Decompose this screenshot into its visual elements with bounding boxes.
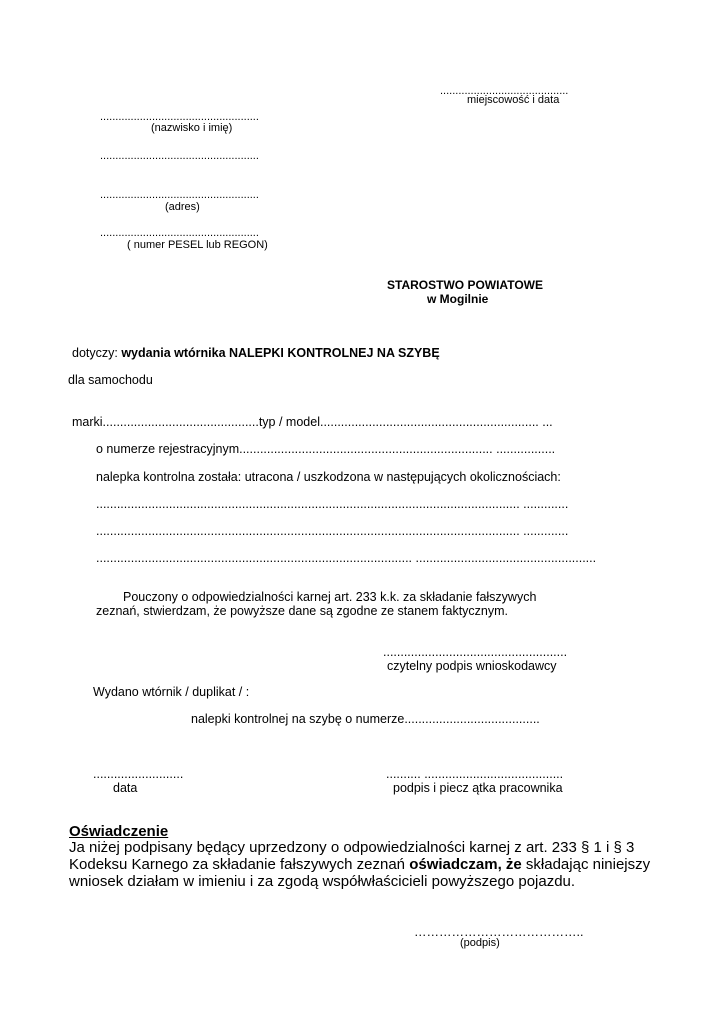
subject-prefix: dotyczy:	[72, 346, 122, 360]
official-date-label: data	[113, 781, 138, 795]
official-date-dots: ..........................	[93, 767, 184, 781]
declaration-title: Oświadczenie	[69, 823, 169, 840]
second-line-dots: ....................................................	[100, 150, 259, 162]
make-model-field: marki.............................................typ / model............................................................... ...	[72, 415, 553, 429]
applicant-signature-dots: .....................................................	[383, 645, 568, 659]
warning-line-1: Pouczony o odpowiedzialności karnej art. 233 k.k. za składanie fałszywych	[123, 590, 537, 604]
official-signature-dots: .......... ........................................	[386, 767, 564, 781]
subject-title: wydania wtórnika NALEPKI KONTROLNEJ NA SZYBĘ	[121, 346, 440, 360]
applicant-signature-label: czytelny podpis wnioskodawcy	[387, 659, 557, 673]
registration-field: o numerze rejestracyjnym......................................................................... .................	[96, 442, 556, 456]
final-signature-label: (podpis)	[460, 937, 500, 949]
declaration-line-3: wniosek działam w imieniu i za zgodą współwłaścicieli powyższego pojazdu.	[69, 873, 576, 890]
issued-label: Wydano wtórnik / duplikat / :	[93, 685, 250, 699]
for-car-label: dla samochodu	[68, 373, 153, 387]
circumstances-dots-3: ........................................................................................... ....................................................	[96, 551, 597, 565]
official-signature-label: podpis i piecz ątka pracownika	[393, 781, 563, 795]
sticker-number-field: nalepki kontrolnej na szybę o numerze.......................................	[191, 712, 540, 726]
warning-line-2: zeznań, stwierdzam, że powyższe dane są zgodne ze stanem faktycznym.	[96, 604, 508, 618]
circumstances-dots-2: .......................................................................................................................... .............	[96, 524, 569, 538]
declaration-line-1: Ja niżej podpisany będący uprzedzony o odpowiedzialności karnej z art. 233 § 1 i § 3	[69, 839, 635, 856]
circumstances-dots-1: .......................................................................................................................... .............	[96, 497, 569, 511]
name-dots: ....................................................	[100, 111, 259, 123]
pesel-label: ( numer PESEL lub REGON)	[127, 239, 268, 251]
pesel-dots: ....................................................	[100, 227, 259, 239]
name-label: (nazwisko i imię)	[151, 122, 233, 134]
declaration-line-2-start: Kodeksu Karnego za składanie fałszywych zeznań	[69, 856, 410, 873]
place-date-dots: ..........................................	[440, 85, 569, 97]
address-label: (adres)	[165, 201, 200, 213]
subject-line	[72, 347, 440, 360]
declaration-statement: oświadczam, że	[409, 856, 522, 873]
recipient-city: w Mogilnie	[427, 292, 489, 306]
sticker-status-text: nalepka kontrolna została: utracona / uszkodzona w następujących okolicznościach:	[96, 470, 561, 484]
address-dots: ....................................................	[100, 189, 259, 201]
place-date-label: miejscowość i data	[467, 94, 560, 106]
declaration-line-2	[69, 857, 650, 872]
final-signature-dots: …………………………………..	[414, 925, 584, 939]
declaration-line-2-end: składając niniejszy	[521, 856, 651, 873]
recipient-office: STAROSTWO POWIATOWE	[387, 278, 543, 292]
